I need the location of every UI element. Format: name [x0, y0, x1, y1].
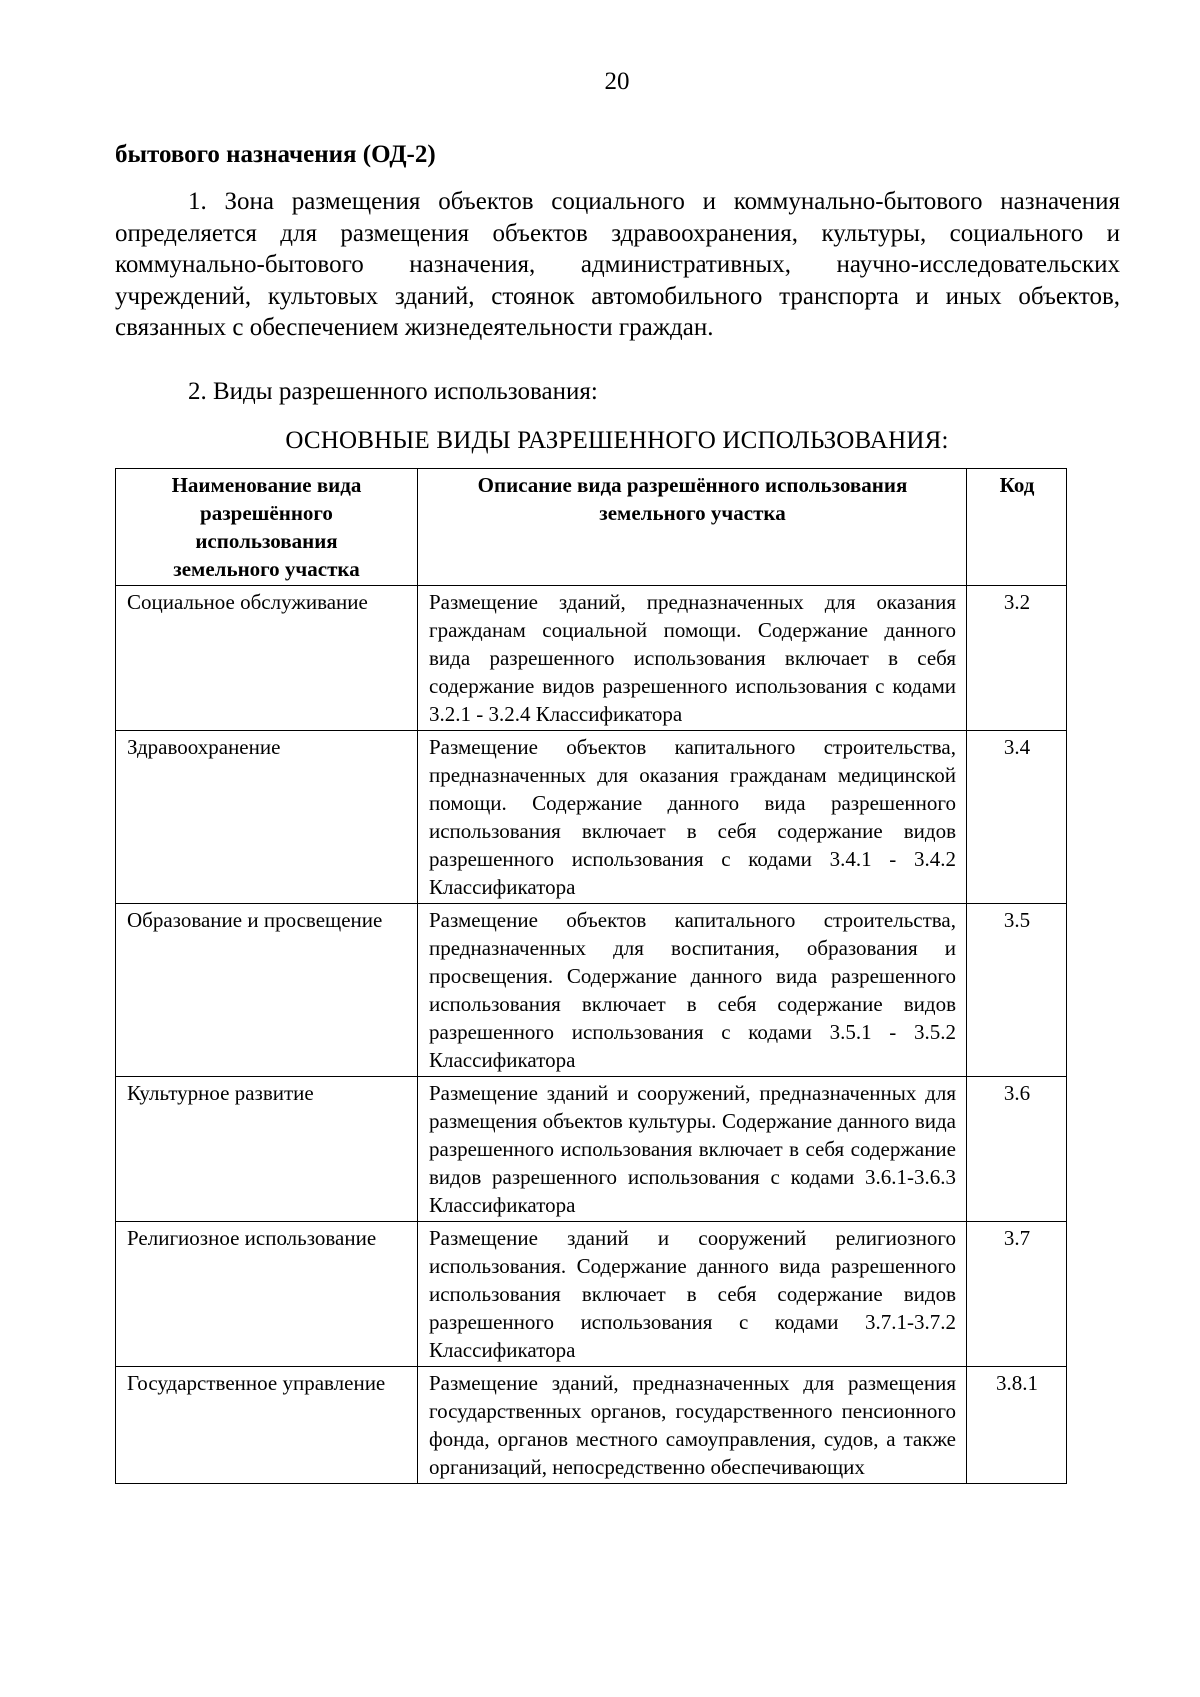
- section-heading: бытового назначения (ОД-2): [115, 141, 436, 168]
- row-name: Религиозное использование: [116, 1222, 418, 1367]
- row-code: 3.4: [967, 731, 1067, 904]
- row-description: Размещение зданий и сооружений религиозного использования. Содержание данного вида разрешенного использования включает в себя содержание видов разрешенного использования с кодами 3.7.1-3.7.2 Классификатора: [418, 1222, 967, 1367]
- row-name: Социальное обслуживание: [116, 586, 418, 731]
- header-code: Код: [967, 469, 1067, 586]
- page-number: 20: [604, 68, 630, 95]
- usage-types-table: [115, 468, 1067, 1484]
- table-header-row: [116, 469, 1067, 586]
- row-code: 3.8.1: [967, 1367, 1067, 1484]
- header-description: Описание вида разрешённого использования земельного участка: [418, 469, 967, 586]
- row-code: 3.7: [967, 1222, 1067, 1367]
- paragraph-usage-types: 2. Виды разрешенного использования:: [188, 378, 598, 405]
- table-row: [116, 1077, 1067, 1222]
- table-row: [116, 1222, 1067, 1367]
- row-code: 3.2: [967, 586, 1067, 731]
- row-description: Размещение объектов капитального строительства, предназначенных для оказания гражданам медицинской помощи. Содержание данного вида разрешенного использования включает в себя содержание видов разрешенного использования с кодами 3.4.1 - 3.4.2 Классификатора: [418, 731, 967, 904]
- table-title: ОСНОВНЫЕ ВИДЫ РАЗРЕШЕННОГО ИСПОЛЬЗОВАНИЯ:: [285, 427, 949, 454]
- table-row: [116, 586, 1067, 731]
- row-name: Образование и просвещение: [116, 904, 418, 1077]
- row-description: Размещение объектов капитального строительства, предназначенных для воспитания, образования и просвещения. Содержание данного вида разрешенного использования включает в себя содержание видов разрешенного использования с кодами 3.5.1 - 3.5.2 Классификатора: [418, 904, 967, 1077]
- row-name: Культурное развитие: [116, 1077, 418, 1222]
- table-row: [116, 1367, 1067, 1484]
- row-description: Размещение зданий, предназначенных для размещения государственных органов, государственного пенсионного фонда, органов местного самоуправления, судов, а также организаций, непосредственно обеспечивающих: [418, 1367, 967, 1484]
- table-row: [116, 731, 1067, 904]
- row-code: 3.6: [967, 1077, 1067, 1222]
- header-name: Наименование вида разрешённого использования земельного участка: [116, 469, 418, 586]
- paragraph-zone-description: 1. Зона размещения объектов социального и коммунально-бытового назначения определяется для размещения объектов здравоохранения, культуры, социального и коммунально-бытового назначения, административных, научно-исследовательских учреждений, культовых зданий, стоянок автомобильного транспорта и иных объектов, связанных с обеспечением жизнедеятельности граждан.: [115, 188, 1120, 341]
- row-name: Здравоохранение: [116, 731, 418, 904]
- row-description: Размещение зданий и сооружений, предназначенных для размещения объектов культуры. Содержание данного вида разрешенного использования включает в себя содержание видов разрешенного использования с кодами 3.6.1-3.6.3 Классификатора: [418, 1077, 967, 1222]
- table-row: [116, 904, 1067, 1077]
- row-description: Размещение зданий, предназначенных для оказания гражданам социальной помощи. Содержание данного вида разрешенного использования включает в себя содержание видов разрешенного использования с кодами 3.2.1 - 3.2.4 Классификатора: [418, 586, 967, 731]
- row-code: 3.5: [967, 904, 1067, 1077]
- row-name: Государственное управление: [116, 1367, 418, 1484]
